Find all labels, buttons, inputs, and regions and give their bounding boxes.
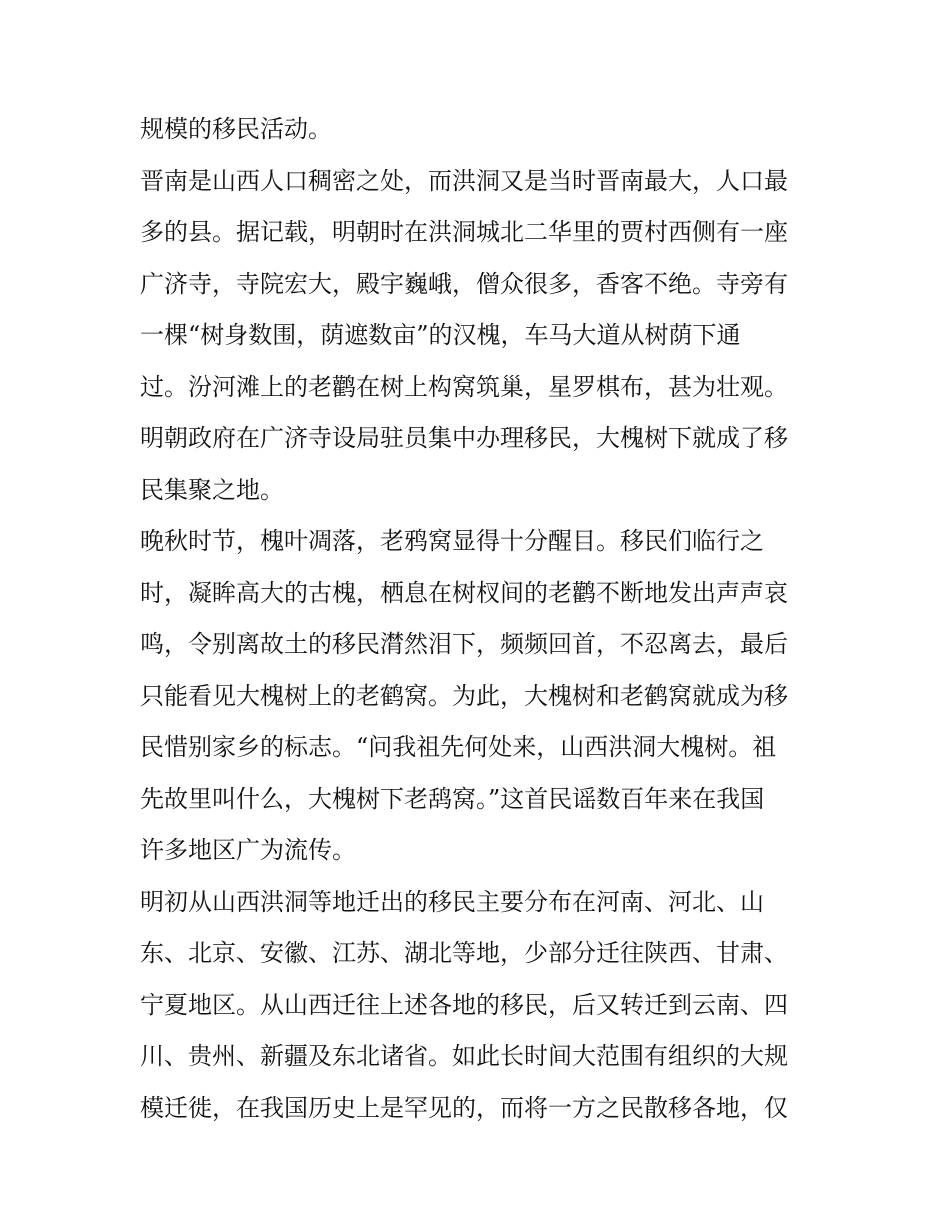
- text-line: 模迁徙，在我国历史上是罕见的，而将一方之民散移各地，仅: [140, 1093, 788, 1122]
- text-line: 东、北京、安徽、江苏、湖北等地，少部分迁往陕西、甘肃、: [140, 939, 788, 967]
- text-line: 川、贵州、新疆及东北诸省。如此长时间大范围有组织的大规: [140, 1042, 788, 1070]
- text-line: 鸣，令别离故土的移民潸然泪下，频频回首，不忍离去，最后: [140, 630, 788, 658]
- document-body: [140, 104, 820, 1134]
- text-line: 只能看见大槐树上的老鹤窝。为此，大槐树和老鹤窝就成为移: [140, 681, 788, 710]
- text-line: 许多地区广为流传。: [140, 836, 356, 864]
- text-line: 民惜别家乡的标志。“问我祖先何处来，山西洪洞大槐树。祖: [140, 733, 777, 761]
- text-line: 宁夏地区。从山西迁往上述各地的移民，后又转迁到云南、四: [140, 990, 788, 1019]
- text-line: 民集聚之地。: [140, 475, 284, 504]
- text-line: 晚秋时节，槐叶凋落，老鸦窝显得十分醒目。移民们临行之: [140, 527, 764, 555]
- text-line: 时，凝眸高大的古槐，栖息在树杈间的老鹳不断地发出声声哀: [140, 578, 788, 607]
- text-line: 先故里叫什么，大槐树下老鸹窝。”这首民谣数百年来在我国: [140, 784, 765, 813]
- text-line: 过。汾河滩上的老鹳在树上构窝筑巢，星罗棋布，甚为壮观。: [140, 372, 788, 401]
- text-line: 一棵“树身数围，荫遮数亩”的汉槐，车马大道从树荫下通: [140, 321, 741, 349]
- text-line: 多的县。据记载，明朝时在洪洞城北二华里的贾村西侧有一座: [140, 218, 788, 246]
- text-line: 规模的移民活动。: [140, 115, 332, 143]
- text-line: 广济寺，寺院宏大，殿宇巍峨，僧众很多，香客不绝。寺旁有: [140, 269, 788, 298]
- text-line: 明朝政府在广济寺设局驻员集中办理移民，大槐树下就成了移: [140, 424, 788, 452]
- text-line: 明初从山西洪洞等地迁出的移民主要分布在河南、河北、山: [140, 887, 764, 916]
- text-line: 晋南是山西人口稠密之处，而洪洞又是当时晋南最大，人口最: [140, 166, 788, 195]
